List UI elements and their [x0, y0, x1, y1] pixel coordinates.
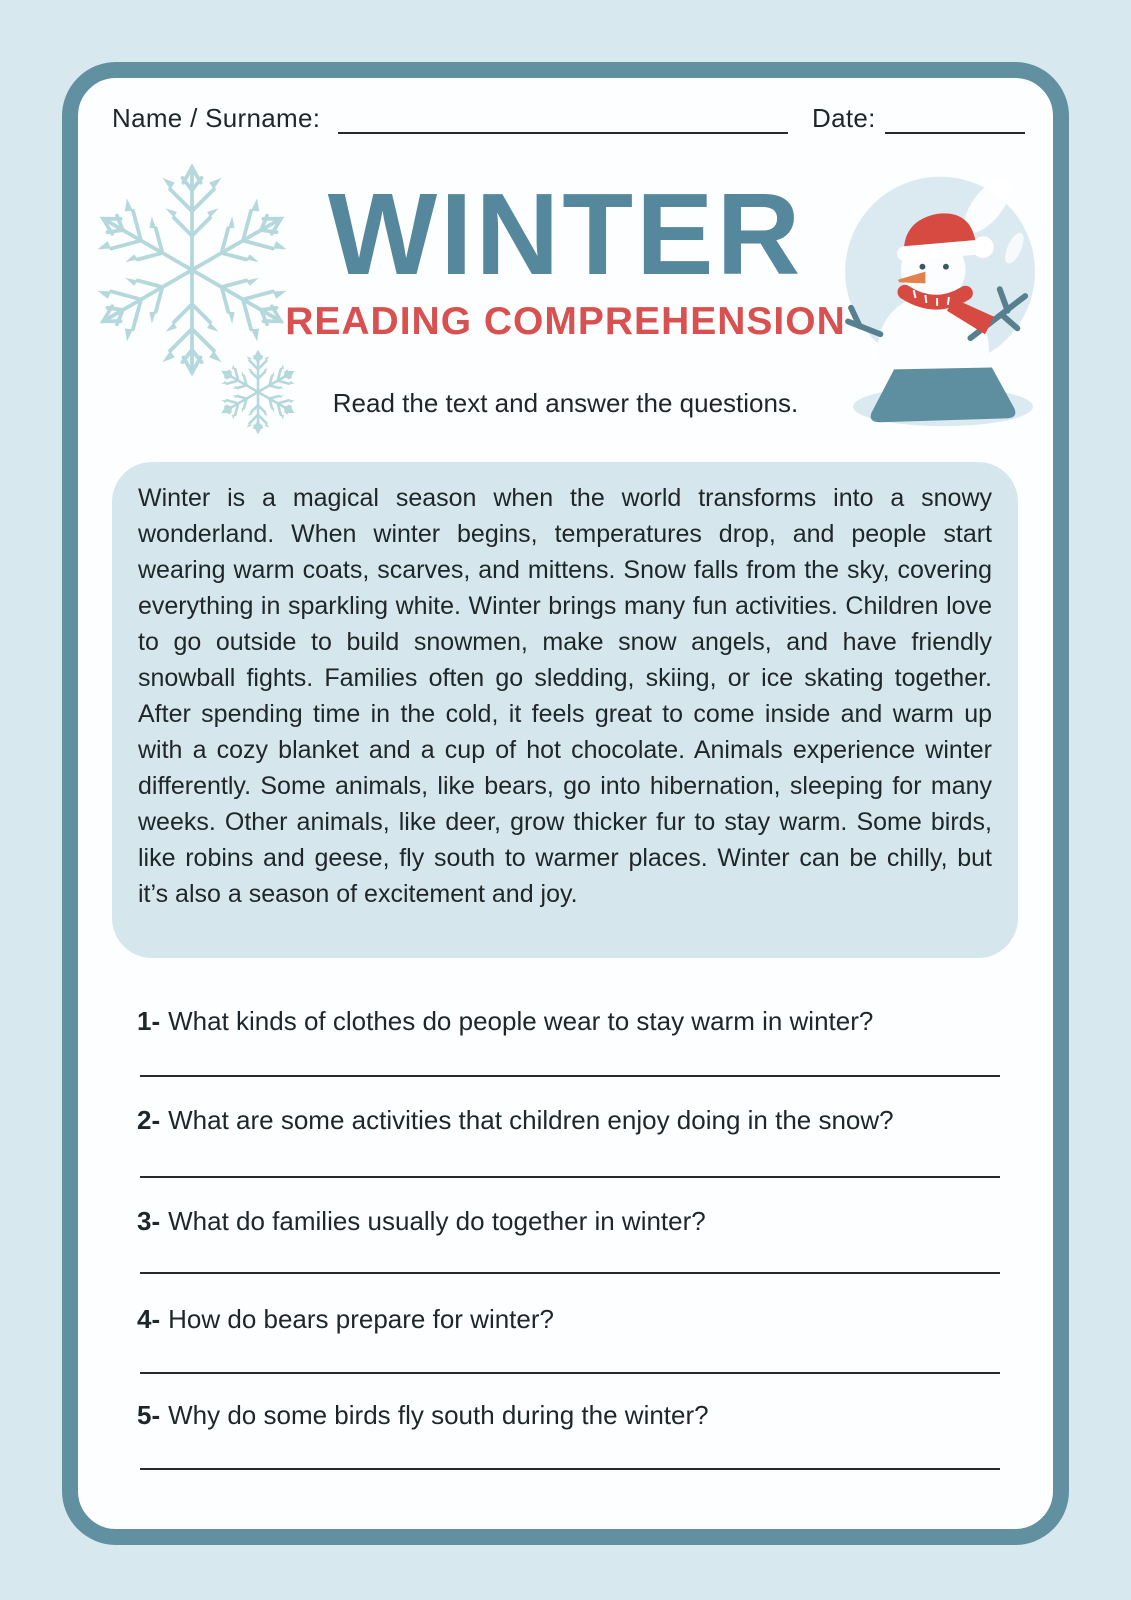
question-4-number: 4-: [137, 1304, 161, 1334]
question-2: [137, 1105, 1017, 1136]
question-1-number: 1-: [137, 1006, 161, 1036]
instruction-text: Read the text and answer the questions.: [332, 388, 799, 418]
answer-line-3[interactable]: [140, 1272, 1000, 1274]
date-label: Date:: [812, 103, 876, 133]
question-4: [137, 1304, 1017, 1335]
name-fill-line[interactable]: [338, 132, 788, 134]
question-4-text: How do bears prepare for winter?: [168, 1304, 554, 1334]
snow-globe-snowman-icon: [845, 162, 1041, 434]
question-2-number: 2-: [137, 1105, 161, 1135]
page-subtitle: READING COMPREHENSION: [285, 300, 846, 343]
question-3-text: What do families usually do together in winter?: [168, 1206, 706, 1236]
name-surname-label: Name / Surname:: [112, 103, 321, 133]
question-5: [137, 1400, 1017, 1431]
question-1-text: What kinds of clothes do people wear to stay warm in winter?: [168, 1006, 874, 1036]
question-3: [137, 1206, 1017, 1237]
answer-line-1[interactable]: [140, 1075, 1000, 1077]
question-5-text: Why do some birds fly south during the winter?: [168, 1400, 709, 1430]
answer-line-2[interactable]: [140, 1176, 1000, 1178]
reading-passage-box: [112, 462, 1018, 958]
answer-line-4[interactable]: [140, 1372, 1000, 1374]
question-2-text: What are some activities that children enjoy doing in the snow?: [168, 1105, 894, 1135]
answer-line-5[interactable]: [140, 1468, 1000, 1470]
date-fill-line[interactable]: [885, 132, 1025, 134]
page-title: WINTER: [327, 169, 804, 299]
reading-passage-text: Winter is a magical season when the world transforms into a snowy wonderland. When winter begins, temperatures drop, and people start wearing warm coats, scarves, and mittens. Snow falls from the sky, covering everything in sparkling white. Winter brings many fun activities. Children love to go outside to build snowmen, make snow angels, and have friendly snowball fights. Families often go sledding, skiing, or ice skating together. After spending time in the cold, it feels great to come inside and warm up with a cozy blanket and a cup of hot chocolate. Animals experience winter differently. Some animals, like bears, go into hibernation, sleeping for many weeks. Other animals, like deer, grow thicker fur to stay warm. Some birds, like robins and geese, fly south to warmer places. Winter can be chilly, but it’s also a season of excitement and joy.: [138, 484, 992, 908]
question-3-number: 3-: [137, 1206, 161, 1236]
question-1: [137, 1006, 1017, 1037]
question-5-number: 5-: [137, 1400, 161, 1430]
